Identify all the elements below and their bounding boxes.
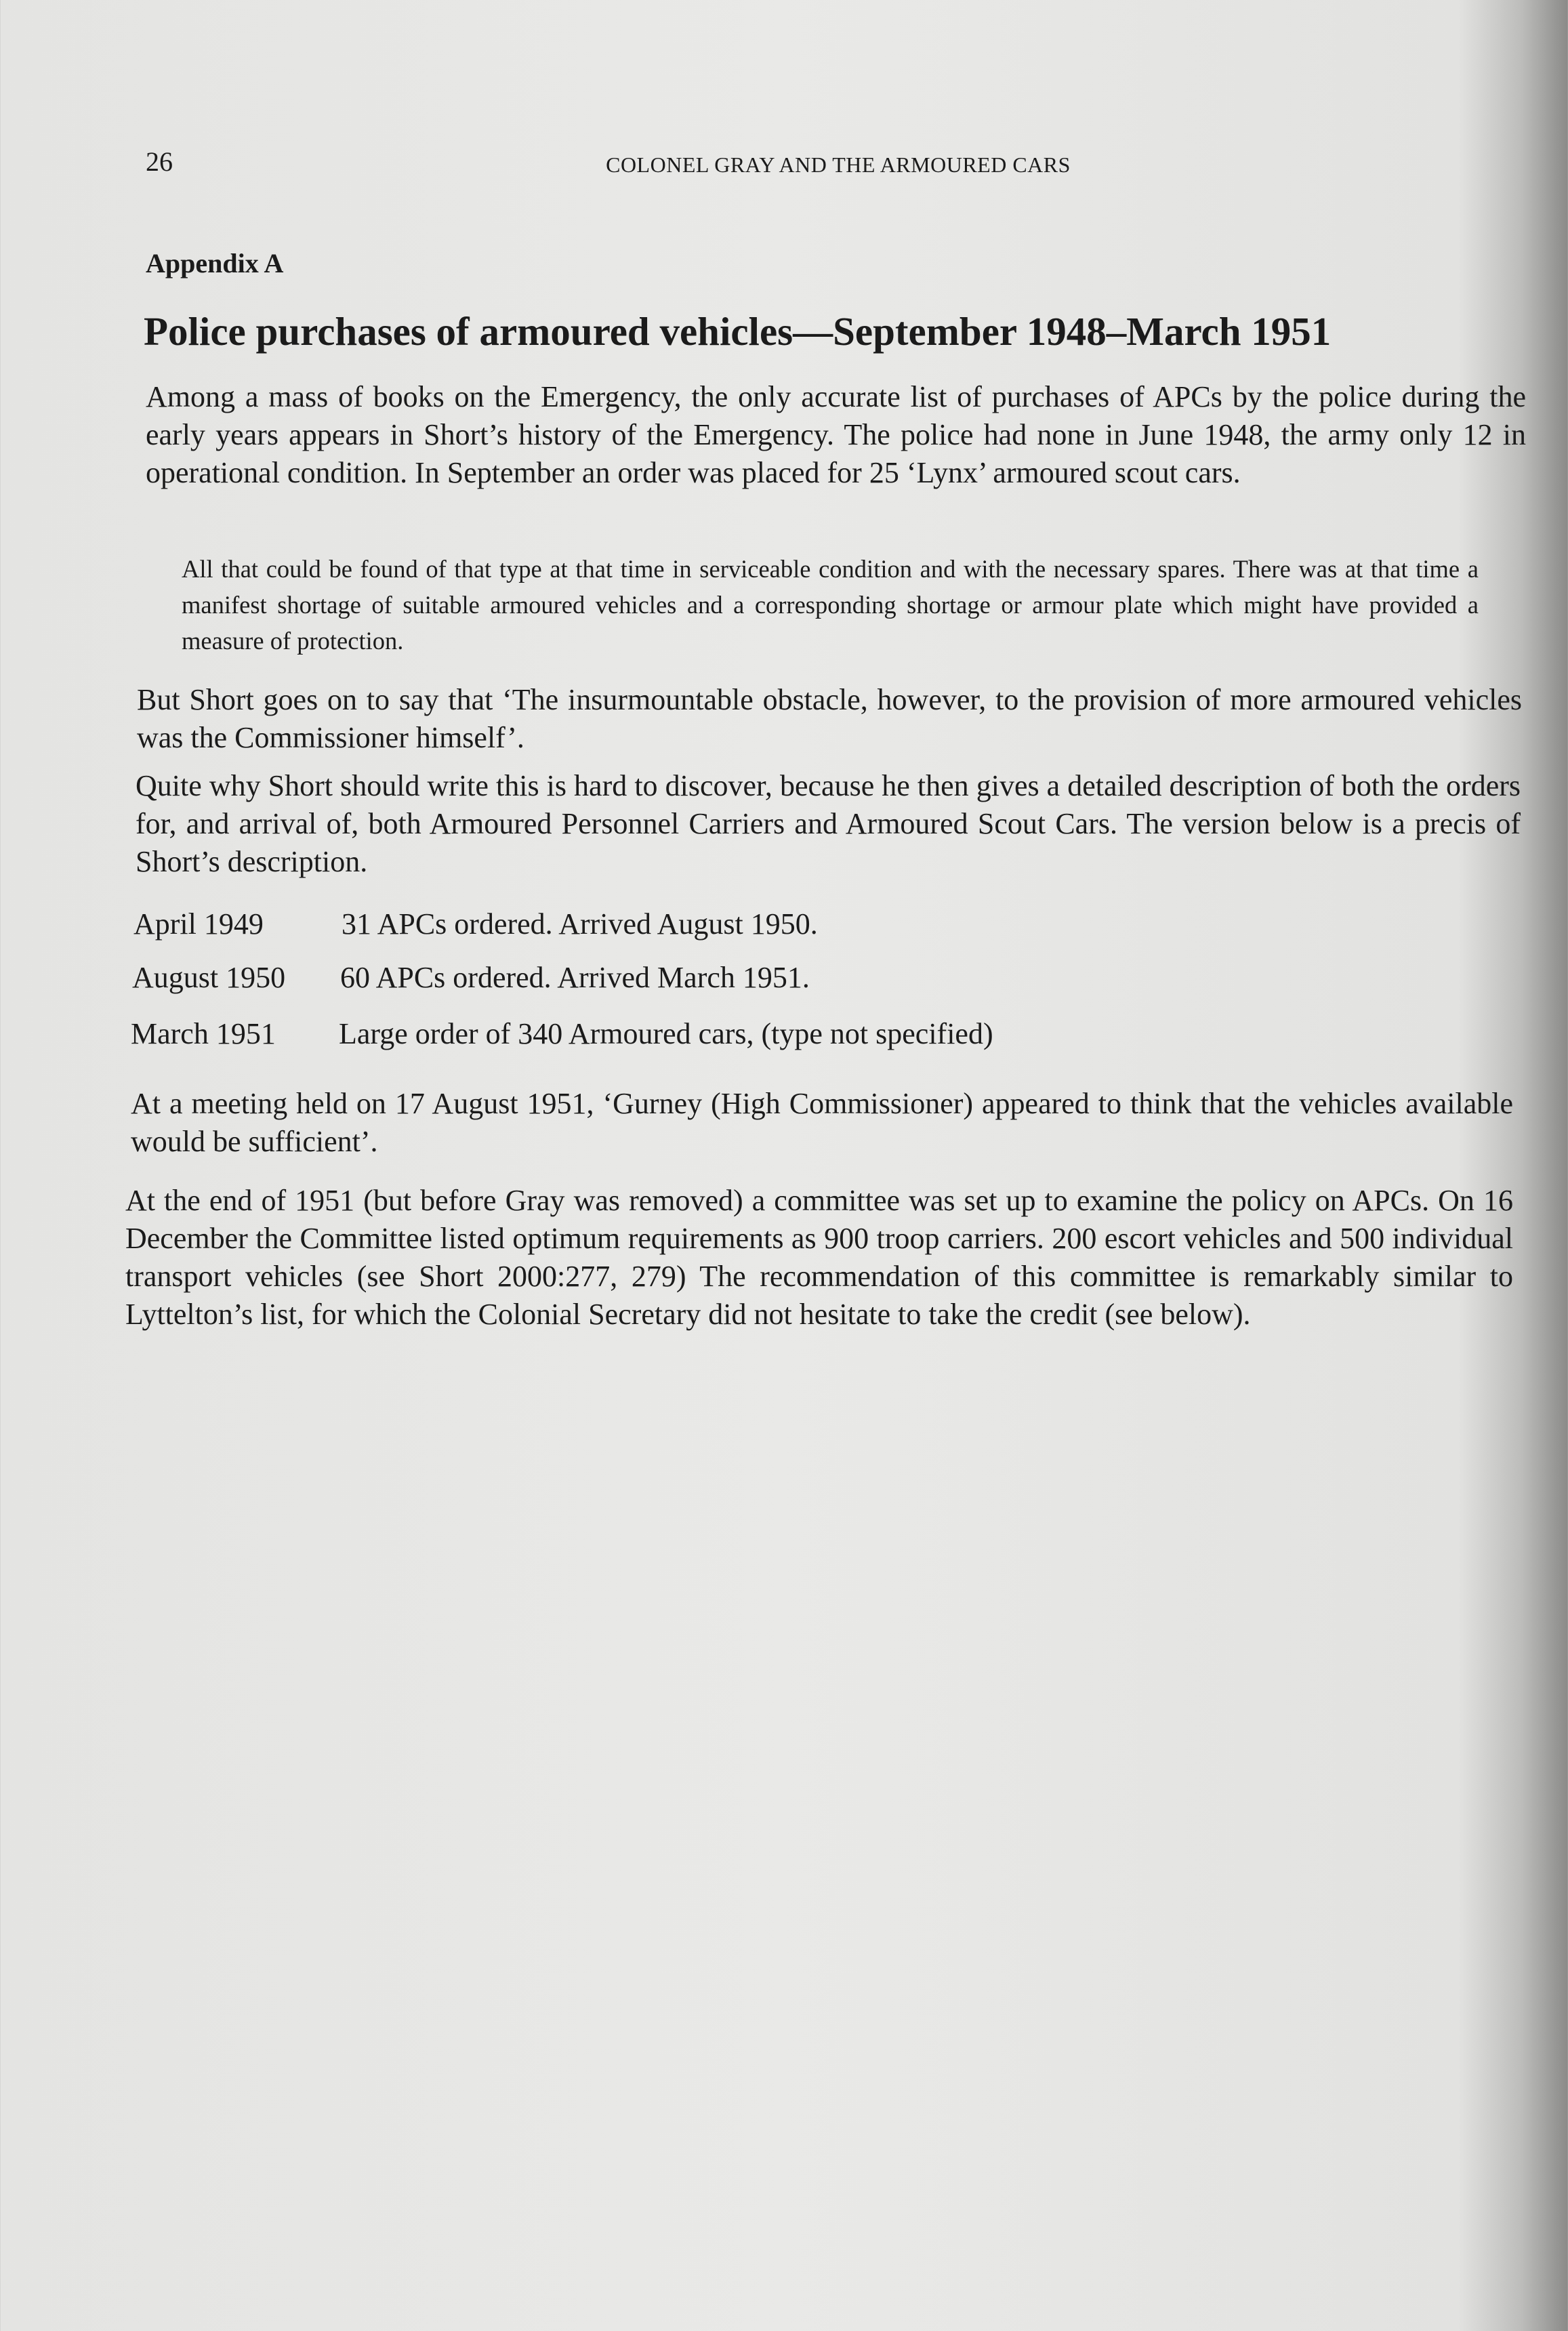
- block-quote: All that could be found of that type at that time in serviceable condition and with the necessary spares. There was at that time a manifest shortage of suitable armoured vehicles and a corresponding shortage or armour plate which might have provided a measure of protection.: [182, 555, 1479, 655]
- running-head: COLONEL GRAY AND THE ARMOURED CARS: [606, 152, 1071, 177]
- paragraph-committee: At the end of 1951 (but before Gray was removed) a committee was set up to examine the policy on APCs. On 16 December the Committee listed optimum requirements as 900 troop carriers. 200 escort vehicles and 500 individual transport vehicles (see Short 2000:277, 279) The recommendation of this committee is remarkably similar to Lyttelton’s list, for which the Colonial Secretary did not hesitate to take the credit (see below).: [125, 1184, 1513, 1331]
- order-text: 31 APCs ordered. Arrived August 1950.: [342, 907, 818, 941]
- paragraph-meeting: At a meeting held on 17 August 1951, ‘Gurney (High Commissioner) appeared to think that the vehicles available would be sufficient’.: [131, 1087, 1513, 1158]
- appendix-label: Appendix A: [146, 248, 284, 279]
- order-row: [132, 959, 810, 997]
- order-row: [131, 1015, 993, 1053]
- paragraph-obstacle: But Short goes on to say that ‘The insurmountable obstacle, however, to the provision of more armoured vehicles was the Commissioner himself’.: [137, 683, 1522, 754]
- paragraph-intro: Among a mass of books on the Emergency, the only accurate list of purchases of APCs by the police during the early years appears in Short’s history of the Emergency. The police had none in June 1948, the army only 12 in operational condition. In September an order was placed for 25 ‘Lynx’ armoured scout cars.: [146, 380, 1526, 489]
- page-number: 26: [146, 146, 173, 177]
- order-text: Large order of 340 Armoured cars, (type not specified): [339, 1017, 993, 1050]
- order-date: March 1951: [131, 1017, 276, 1050]
- page-title: Police purchases of armoured vehicles—September 1948–March 1951: [144, 309, 1332, 354]
- order-date: April 1949: [133, 907, 264, 941]
- order-date: August 1950: [132, 961, 286, 994]
- paragraph-quite-why: Quite why Short should write this is hard to discover, because he then gives a detailed description of both the orders for, and arrival of, both Armoured Personnel Carriers and Armoured Scout Cars. The version below is a precis of Short’s description.: [136, 769, 1521, 878]
- order-row: [133, 905, 818, 943]
- order-text: 60 APCs ordered. Arrived March 1951.: [340, 961, 810, 994]
